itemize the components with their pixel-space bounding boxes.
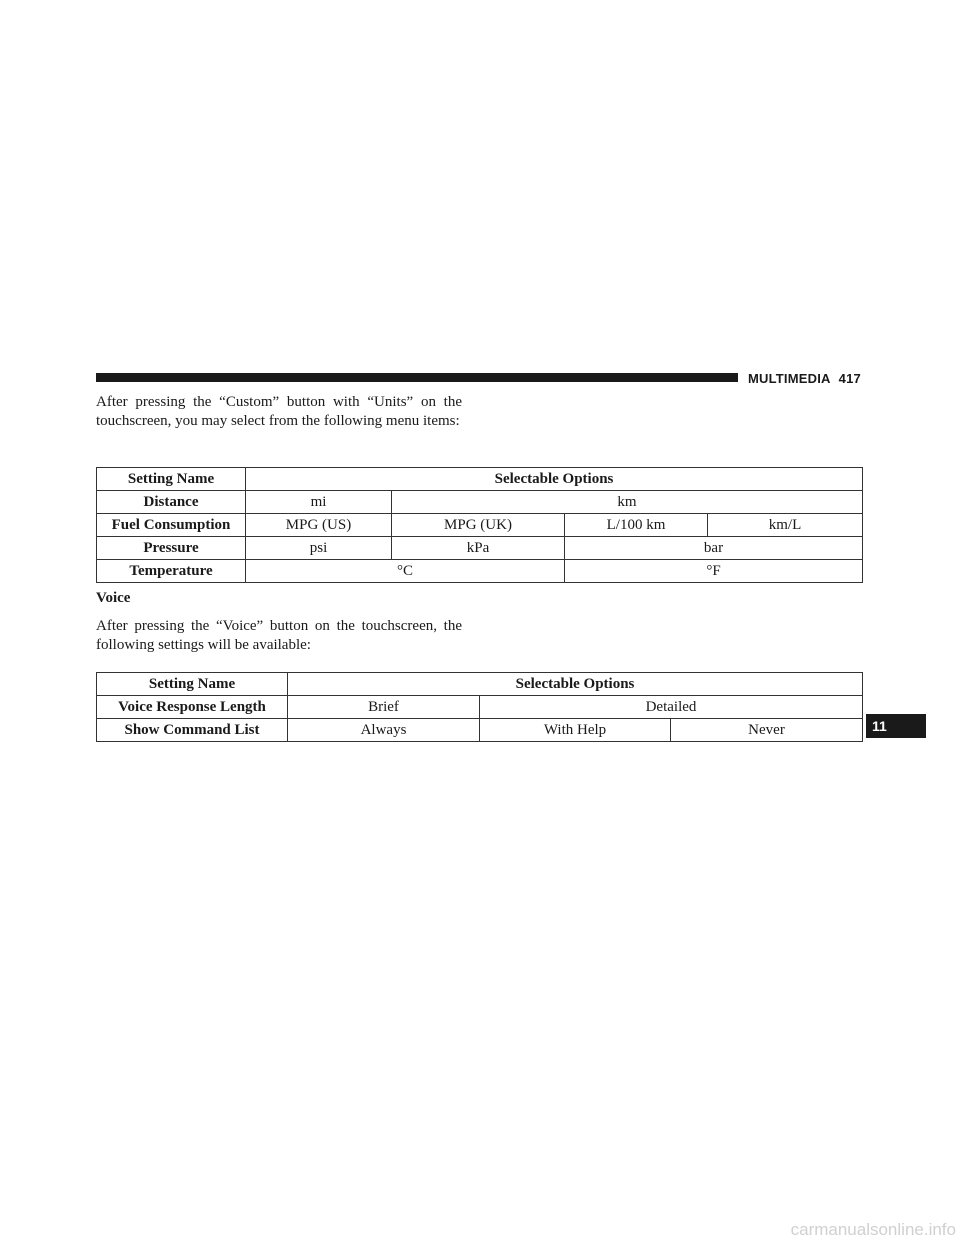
table-row — [97, 537, 863, 560]
setting-show-command-list: Show Command List — [97, 719, 288, 742]
option-cell: km — [392, 491, 863, 514]
option-cell: L/100 km — [565, 514, 708, 537]
option-cell: psi — [246, 537, 392, 560]
chapter-tab: 11 — [866, 714, 926, 738]
header-setting-name: Setting Name — [97, 673, 288, 696]
running-header — [748, 371, 868, 386]
table-row — [97, 696, 863, 719]
option-cell: With Help — [480, 719, 671, 742]
option-cell: kPa — [392, 537, 565, 560]
voice-settings-table — [96, 672, 863, 742]
header-selectable-options: Selectable Options — [288, 673, 863, 696]
page-number: 417 — [838, 371, 861, 386]
units-settings-table — [96, 467, 863, 583]
setting-fuel-consumption: Fuel Consumption — [97, 514, 246, 537]
watermark: carmanualsonline.info — [790, 1220, 956, 1239]
setting-pressure: Pressure — [97, 537, 246, 560]
option-cell: mi — [246, 491, 392, 514]
option-cell: °C — [246, 560, 565, 583]
option-cell: MPG (US) — [246, 514, 392, 537]
section-title: MULTIMEDIA — [748, 371, 831, 386]
option-cell: °F — [565, 560, 863, 583]
table-row — [97, 491, 863, 514]
table-header-row — [97, 468, 863, 491]
voice-paragraph: After pressing the “Voice” button on the touchscreen, the following settings will be available: — [96, 618, 462, 653]
header-setting-name: Setting Name — [97, 468, 246, 491]
intro-paragraph: After pressing the “Custom” button with “Units” on the touchscreen, you may select from the following menu items: — [96, 394, 462, 429]
option-cell: Detailed — [480, 696, 863, 719]
setting-temperature: Temperature — [97, 560, 246, 583]
option-cell: Never — [671, 719, 863, 742]
header-rule — [96, 373, 738, 382]
table-row — [97, 560, 863, 583]
option-cell: km/L — [708, 514, 863, 537]
table-row — [97, 719, 863, 742]
table-header-row — [97, 673, 863, 696]
setting-distance: Distance — [97, 491, 246, 514]
header-selectable-options: Selectable Options — [246, 468, 863, 491]
option-cell: Always — [288, 719, 480, 742]
setting-voice-response-length: Voice Response Length — [97, 696, 288, 719]
option-cell: bar — [565, 537, 863, 560]
voice-heading: Voice — [96, 590, 131, 606]
table-row — [97, 514, 863, 537]
option-cell: MPG (UK) — [392, 514, 565, 537]
option-cell: Brief — [288, 696, 480, 719]
